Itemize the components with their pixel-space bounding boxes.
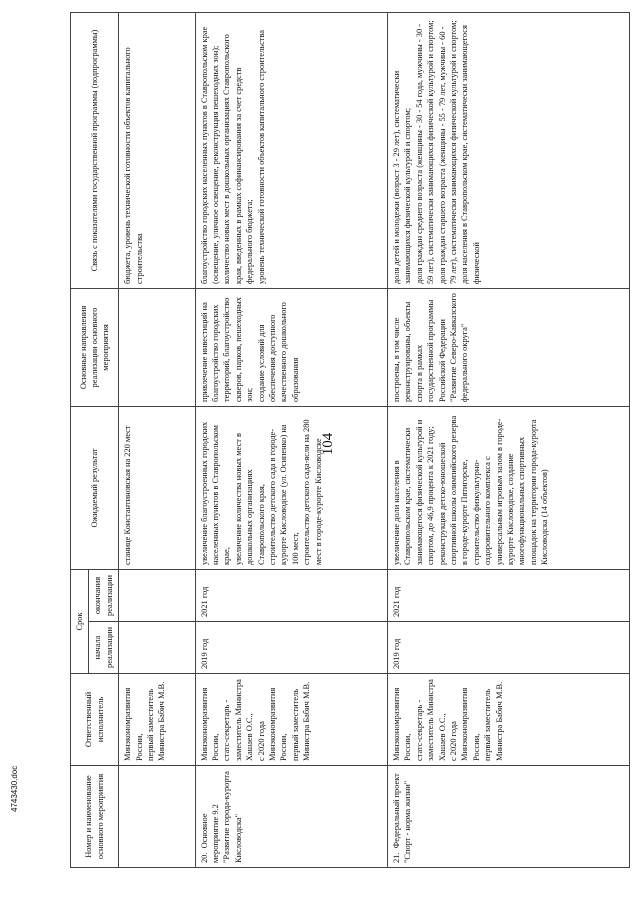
table-row (387, 13, 629, 868)
page-number: 104 (320, 432, 336, 456)
row-number: 21. (391, 852, 401, 863)
table-row (119, 13, 195, 868)
cell-executor: Минэкономразвития России, статс-секретарь - заместитель Министра Хашаев О.С., с 2020 года Минэкономразвития России, первый заместитель Министра Бабич М.В. (387, 674, 629, 766)
cell-directions: построены, в том числе реконструированы, объекты спорта в рамках государственной программы Российской Федерации "Развитие Северо-Кавказского федерального округа" (387, 289, 629, 407)
cell-directions (119, 289, 195, 407)
cell-start: 2019 год (195, 622, 387, 674)
cell-start (119, 622, 195, 674)
header-term-start: начала реализации (89, 622, 119, 674)
cell-link: благоустройство городских населенных пунктов в Ставропольском крае (освещение, уличное освещение, реконструкция пешеходных зон); количество новых мест в дошкольных организациях Ставропольского края, введенных в рамках софинансирования за счет средств федерального бюджета; уровень технической готовности объектов капитального строительства (195, 13, 387, 289)
header-result: Ожидаемый результат (71, 407, 119, 570)
header-executor: Ответственный исполнитель (71, 674, 119, 766)
row-name: Основное мероприятие 9.2 "Развитие города-курорта Кисловодска" (199, 771, 243, 863)
row-number: 20. (199, 852, 209, 863)
cell-number-name (119, 766, 195, 868)
header-term-end: окончания реализации (89, 570, 119, 622)
document-footer-code: 4743430.doc (10, 765, 19, 812)
cell-link: бюджета, уровень технической готовности объектов капитального строительства (119, 13, 195, 289)
cell-executor: Минэкономразвития России, статс-секретарь - заместитель Министра Хашаев О.С., с 2020 года Минэкономразвития России, первый заместитель Министра Бабич М.В. (195, 674, 387, 766)
cell-link: доля детей и молодежи (возраст 3 - 29 лет), систематически занимающихся физической культурой и спортом; доля граждан среднего возраста (женщины - 30 - 54 года, мужчины - 30 - 59 лет), систематически занимающихся физической культурой и спортом; доля граждан старшего возраста (женщины - 55 - 79 лет, мужчины - 60 - 79 лет), систематически занимающихся физической культурой и спортом; доля населения в Ставропольском крае, систематически занимающегося физической (387, 13, 629, 289)
table-row (195, 13, 387, 868)
cell-start: 2019 год (387, 622, 629, 674)
cell-end: 2021 год (195, 570, 387, 622)
header-directions: Основные направления реализации основного мероприятия (71, 289, 119, 407)
row-name: Федеральный проект "Спорт - норма жизни" (391, 773, 413, 863)
cell-end (119, 570, 195, 622)
cell-result: увеличение доли населения в Ставропольском крае, систематически занимающегося физической культурой и спортом, до 46,9 процента к 2021 году; реконструкция детско-юношеской спортивной школы олимпийского резерва в городе-курорте Пятигорске, строительство физкультурно-оздоровительного комплекса с универсальным игровым залом в городе-курорте Кисловодске, создание многофункциональных спортивных площадок на территории города-курорта Кисловодска (14 объектов) (387, 407, 629, 570)
cell-executor: Минэкономразвития России, первый заместитель Министра Бабич М.В. (119, 674, 195, 766)
cell-result: увеличение благоустроенных городских населенных пунктов в Ставропольском крае, увеличение количества новых мест в дошкольных организациях Ставропольского края, строительство детского сада в городе-курорте Кисловодске (ул. Осипенко) на 100 мест, строительство детского сада-ясли на 280 мест в городе-курорте Кисловодске (195, 407, 387, 570)
cell-number-name (195, 766, 387, 868)
header-row-1 (71, 13, 89, 868)
cell-end: 2021 год (387, 570, 629, 622)
cell-number-name (387, 766, 629, 868)
rotated-table-container (70, 13, 630, 868)
program-table (70, 12, 630, 868)
header-link: Связь с показателями государственной программы (подпрограммы) (71, 13, 119, 289)
header-number-name: Номер и наименование основного мероприятия (71, 766, 119, 868)
header-term: Срок (71, 570, 89, 674)
cell-result: станице Константиновская на 220 мест (119, 407, 195, 570)
cell-directions: привлечение инвестиций на благоустройство городских территорий, благоустройство скверов, парков, пешеходных зон; создание условий для обеспечения доступного качественного дошкольного образования (195, 289, 387, 407)
